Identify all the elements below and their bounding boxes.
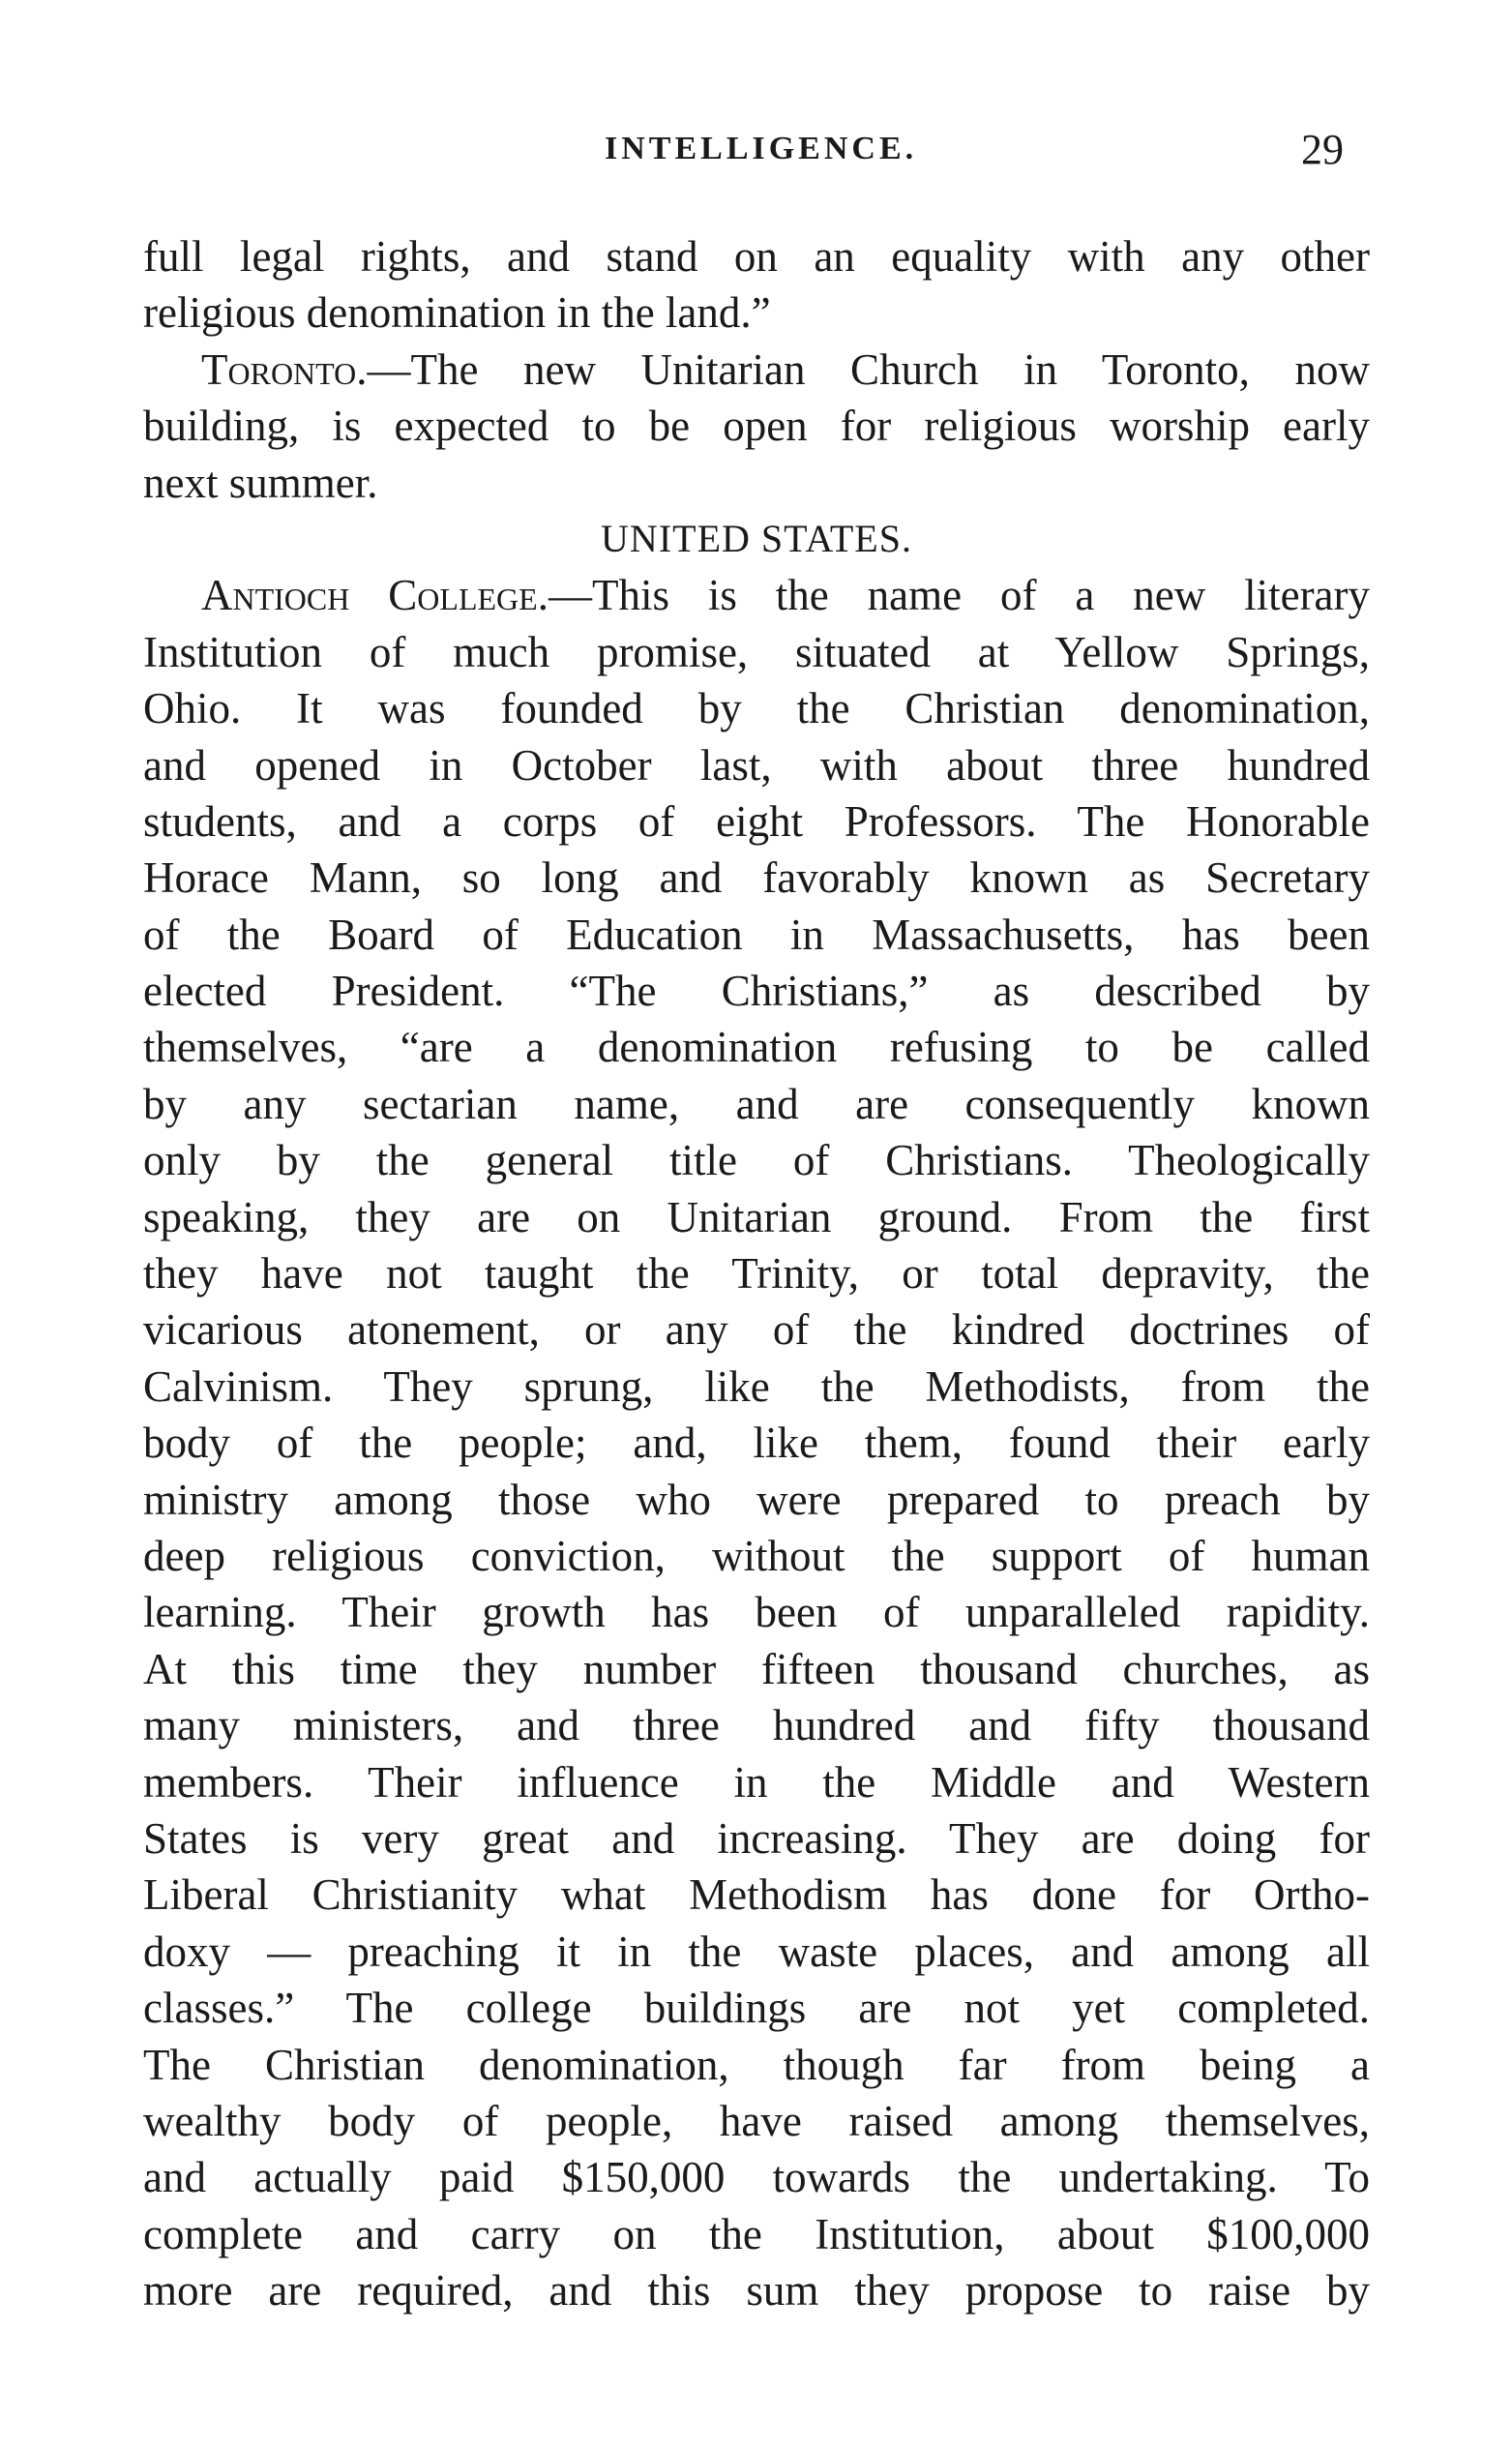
text-line: only by the general title of Christians. Theologically bbox=[143, 1136, 1370, 1185]
text-line: Horace Mann, so long and favorably known as Secretary bbox=[143, 853, 1370, 903]
text-line: and opened in October last, with about three hundred bbox=[143, 740, 1370, 790]
text-line: they have not taught the Trinity, or total depravity, the bbox=[143, 1249, 1370, 1299]
running-title: INTELLIGENCE. bbox=[605, 131, 918, 166]
text-line: Calvinism. They sprung, like the Methodists, from the bbox=[143, 1361, 1370, 1411]
text-run: —The new Unitarian Church in Toronto, now bbox=[367, 344, 1370, 394]
text-line: more are required, and this sum they propose to raise by bbox=[143, 2266, 1370, 2316]
text-line: themselves, “are a denomination refusing to be called bbox=[143, 1023, 1370, 1072]
text-line: doxy — preaching it in the waste places, and among all bbox=[143, 1927, 1370, 1976]
text-line: At this time they number fifteen thousand churches, as bbox=[143, 1644, 1370, 1693]
text-line bbox=[143, 567, 1370, 623]
page-number: 29 bbox=[1301, 126, 1344, 173]
text-line: classes.” The college buildings are not yet completed. bbox=[143, 1984, 1370, 2033]
text-line: deep religious conviction, without the support of human bbox=[143, 1531, 1370, 1580]
run-in-heading-toronto: Toronto. bbox=[201, 344, 368, 394]
text-line: ministry among those who were prepared to preach by bbox=[143, 1475, 1370, 1524]
text-line: students, and a corps of eight Professors. The Honorable bbox=[143, 796, 1370, 846]
body-text bbox=[143, 228, 1370, 2318]
text-line: many ministers, and three hundred and fifty thousand bbox=[143, 1701, 1370, 1750]
section-heading: UNITED STATES. bbox=[601, 516, 912, 560]
text-run: —This is the name of a new literary bbox=[548, 571, 1371, 620]
text-line: next summer. bbox=[143, 458, 378, 507]
text-line: body of the people; and, like them, found their early bbox=[143, 1419, 1370, 1468]
running-head bbox=[0, 126, 1512, 189]
text-line: religious denomination in the land.” bbox=[143, 288, 771, 338]
text-line: Institution of much promise, situated at Yellow Springs, bbox=[143, 627, 1370, 676]
text-line: elected President. “The Christians,” as described by bbox=[143, 967, 1370, 1016]
text-line: speaking, they are on Unitarian ground. From the first bbox=[143, 1192, 1370, 1241]
text-line: and actually paid $150,000 towards the undertaking. To bbox=[143, 2153, 1370, 2202]
text-line: Ohio. It was founded by the Christian denomination, bbox=[143, 684, 1370, 733]
text-line: States is very great and increasing. They are doing for bbox=[143, 1813, 1370, 1863]
text-line: learning. Their growth has been of unparalleled rapidity. bbox=[143, 1588, 1370, 1637]
text-line: of the Board of Education in Massachusetts, has been bbox=[143, 910, 1370, 959]
text-line: The Christian denomination, though far from being a bbox=[143, 2040, 1370, 2089]
text-line: wealthy body of people, have raised among themselves, bbox=[143, 2096, 1370, 2145]
run-in-heading-antioch: Antioch College. bbox=[201, 571, 548, 620]
text-line: vicarious atonement, or any of the kindred doctrines of bbox=[143, 1305, 1370, 1355]
text-line: by any sectarian name, and are consequently known bbox=[143, 1079, 1370, 1128]
text-line: building, is expected to be open for religious worship early bbox=[143, 402, 1370, 451]
text-line: complete and carry on the Institution, about $100,000 bbox=[143, 2209, 1370, 2258]
text-line: members. Their influence in the Middle and Western bbox=[143, 1757, 1370, 1807]
text-line bbox=[143, 342, 1370, 398]
text-line: full legal rights, and stand on an equality with any other bbox=[143, 232, 1370, 281]
text-line: Liberal Christianity what Methodism has done for Ortho- bbox=[143, 1870, 1370, 1920]
